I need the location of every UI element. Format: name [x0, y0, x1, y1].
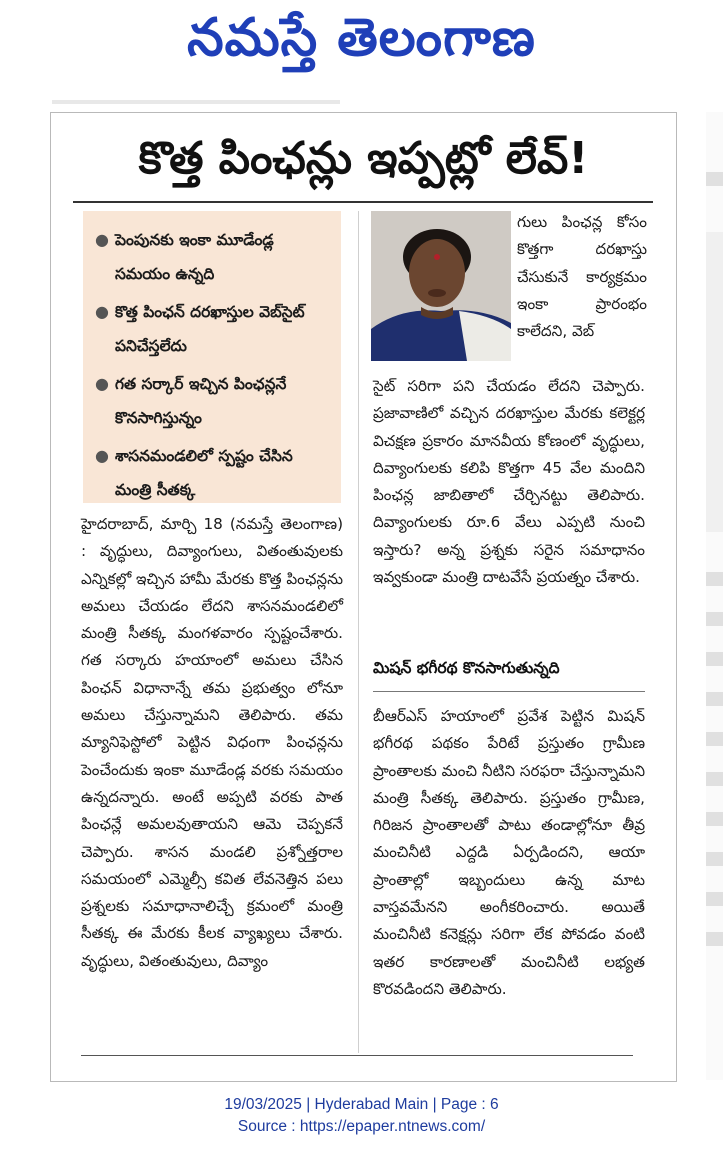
highlight-item: ● గత సర్కార్ ఇచ్చిన పింఛన్లనే కొనసాగిస్తున్నం [93, 367, 333, 435]
bullet-icon: ● [95, 446, 109, 465]
bullet-icon: ● [95, 374, 109, 393]
page-footer [0, 1094, 723, 1138]
article-clipping [50, 112, 677, 1082]
issue-info: 19/03/2025 | Hyderabad Main | Page : 6 [224, 1096, 499, 1113]
bullet-icon: ● [95, 230, 109, 249]
article-column-left: హైదరాబాద్, మార్చి 18 (నమస్తే తెలంగాణ) : వృద్ధులు, దివ్యాంగులు, వితంతువులకు ఎన్నికల్లో ఇచ్చిన హామీ మేరకు కొత్త పింఛన్లను అమలు చేయడం లేదని శాసనమండలిలో మంత్రి సీతక్క మంగళవారం స్పష్టంచేశారు. గత సర్కారు హయాంలో అమలు చేసిన పింఛన్ విధానాన్నే తమ ప్రభుత్వం లోనూ అమలు చేస్తున్నామని తెలిపారు. తమ మ్యానిఫెస్టోలో పెట్టిన విధంగా పింఛన్లను పెంచేందుకు ఇంకా మూడేండ్ల వరకు సమయం ఉన్నదన్నారు. అంటే అప్పటి వరకు పాత పింఛన్లే అమలవుతాయని ఆమె చెప్పకనే చెప్పారు. శాసన మండలి ప్రశ్నోత్తరాల సమయంలో ఎమ్మెల్సీ కవిత లేవనెత్తిన పలు ప్రశ్నలకు సమాధానాలిచ్చే క్రమంలో మంత్రి సీతక్క ఈ మేరకు కీలక వ్యాఖ్యలు చేశారు. వృద్ధులు, వితంతువులు, దివ్యాం [81, 515, 343, 970]
top-divider [52, 100, 340, 104]
adjacent-article-strip [706, 112, 723, 1080]
article-headline: కొత్త పింఛన్లు ఇప్పట్లో లేవ్! [138, 133, 589, 184]
section-subheading: మిషన్ భగీరథ కొనసాగుతున్నది [373, 659, 560, 677]
highlights-box [83, 211, 341, 503]
person-portrait-icon [371, 211, 511, 361]
highlight-item: ● పెంపునకు ఇంకా మూడేండ్ల సమయం ఉన్నది [93, 223, 333, 291]
bullet-icon: ● [95, 302, 109, 321]
minister-photo [371, 211, 511, 361]
headline-rule [73, 201, 653, 203]
article-column-right-bottom: బీఆర్‌ఎస్ హయాంలో ప్రవేశ పెట్టిన మిషన్ భగీరథ పథకం పేరిటే ప్రస్తుతం గ్రామీణ ప్రాంతాలకు మంచి నీటిని సరఫరా చేస్తున్నామని మంత్రి సీతక్క తెలిపారు. ప్రస్తుతం గ్రామీణ, గిరిజన ప్రాంతాలతో పాటు తండాల్లోనూ తీవ్ర మంచినీటి ఎద్దడి ఏర్పడిందని, ఆయా ప్రాంతాల్లో ఇబ్బందులు ఉన్న మాట వాస్తవమేనని అంగీకరించారు. అయితే మంచినీటి కనెక్షన్లు సరిగా లేక పోవడం వంటి ఇతర కారణాలతో మంచినీటి లభ్యత కొరవడిందని తెలిపారు. [373, 707, 645, 998]
source-link[interactable]: Source : https://epaper.ntnews.com/ [237, 1118, 486, 1135]
masthead [0, 0, 723, 82]
highlight-item: ● శాసనమండలిలో స్పష్టం చేసిన మంత్రి సీతక్క [93, 439, 333, 507]
bottom-rule [81, 1055, 633, 1056]
column-divider [358, 211, 359, 1053]
article-column-right-top: గులు పింఛన్ల కోసం కొత్తగా దరఖాస్తు చేసుకునే కార్యక్రమం ఇంకా ప్రారంభం కాలేదని, వెబ్ [517, 213, 647, 341]
newspaper-logo: నమస్తే తెలంగాణ [187, 8, 536, 68]
highlight-item: ● కొత్త పింఛన్ దరఖాస్తుల వెబ్‌సైట్ పనిచేస్తలేదు [93, 295, 333, 363]
article-column-right-mid: సైట్ సరిగా పని చేయడం లేదని చెప్పారు. ప్రజావాణిలో వచ్చిన దరఖాస్తుల మేరకు కలెక్టర్ల విచక్షణ ప్రకారం మానవీయ కోణంలో వృద్ధులు, దివ్యాంగులకు కలిపి కొత్తగా 45 వేల మందిని పింఛన్ల జాబితాలో చేర్చినట్టు తెలిపారు. దివ్యాంగులకు రూ.6 వేలు ఎప్పటి నుంచి ఇస్తారు? అన్న ప్రశ్నకు సరైన సమాధానం ఇవ్వకుండా మంత్రి దాటవేసే ప్రయత్నం చేశారు. [373, 377, 645, 587]
subheading-rule [373, 691, 645, 692]
